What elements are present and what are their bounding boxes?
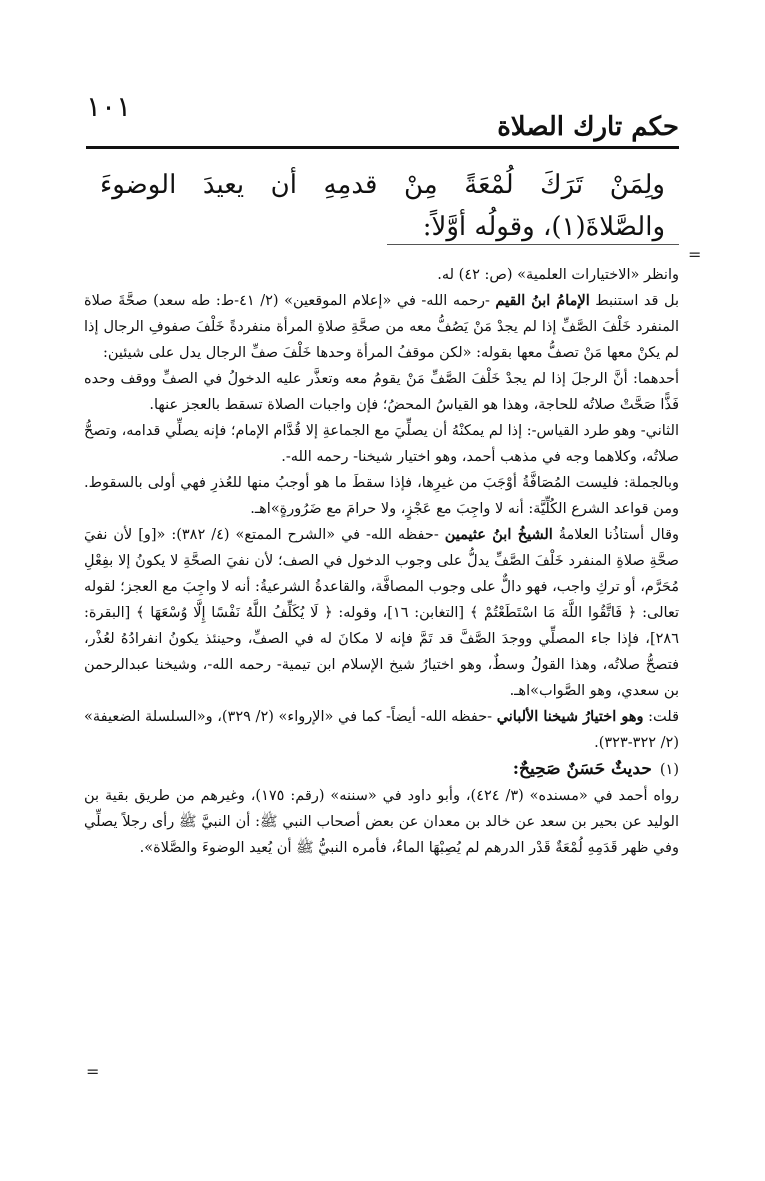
hadith-grade: حديثٌ حَسَنٌ صَحِيحٌ: [512,759,652,779]
fn-name-bold: وهو اختيارُ شيخنا الألباني [496,708,644,725]
footnote-1-text: رواه أحمد في «مسنده» (٣/ ٤٢٤)، وأبو داود في «سننه» (رقم: ١٧٥)، وغيرهم من طريق بقية بن الوليد عن بحير بن سعد عن خالد بن معدان عن بعض أصحاب النبي ﷺ: أن النبيَّ ﷺ رأى رجلاً يصلِّي وفي ظهر قَدَمِهِ لُمْعَةٌ قَدْر الدرهم لم يُصِبْهَا الماءُ، فأمره النبيُّ ﷺ أن يُعيد الوضوءَ والصَّلاة». [84,788,679,856]
footnote-paragraph-6 [84,522,679,704]
running-title: حكم تارك الصلاة [497,112,679,142]
fn-text: قلت: [643,709,680,725]
footnote-paragraph-7 [84,704,679,756]
header-rule [86,146,679,149]
fn-text: -حفظه الله- أيضاً- كما في «الإرواء» (٢/ ٣٢٩)، و«السلسلة الضعيفة» (٢/ ٣٢٢-٣٢٣). [84,709,679,751]
fn-text: -رحمه الله- في «إعلام الموقعين» (٢/ ٤١-ط: طه سعد) صحَّةَ صلاة المنفرد خَلْفَ الصَّفِّ إذا لم يجدْ مَنْ يَصُفُّ معه من صحَّةِ صلاةِ المرأة منفردةً خَلْفَ صفوفِ الرجال إذا لم يكنْ معها مَنْ تصفُّ معها بقوله: «لكن موقفُ المرأة وحدها خَلْفَ صفِّ الرجال يدل على شيئين: [84,293,679,361]
footnote-paragraph-3: أحدهما: أنَّ الرجلَ إذا لم يجدْ خَلْفَ الصَّفِّ مَنْ يقومُ معه وتعذَّر عليه الدخولُ في الصفِّ ووقف وحده فَذًّا صَحَّتْ صلاتُه للحاجة، وهذا هو القياسُ المحضُ؛ فإن واجبات الصلاة تسقط بالعجز عنها. [84,371,679,413]
fn-name-bold: الإمامُ ابنُ القيم [495,292,590,309]
footnote-1-heading [84,756,679,783]
footnote-separator [387,244,679,245]
fn-text: بل قد استنبط [589,293,679,309]
footnote-paragraph-4: الثاني- وهو طرد القياس-: إذا لم يمكنْهُ أن يصلِّيَ مع الجماعةِ إلا قُدَّام الإمام؛ فإنه يصلِّي قدامه، وتصحُّ صلاتُه، وكلاهما وجه في مذهب أحمد، وهو اختيار شيخنا- رحمه الله-. [84,423,679,465]
continuation-mark-top: = [688,245,702,264]
fn-name-bold: الشيخُ ابنُ عثيمين [444,526,553,543]
footnote-paragraph-5: وبالجملة: فليست المُصَافَّةُ أوْجَبَ من غيرِها، فإذا سقطَ ما هو أوجبُ منها للعُذرِ فهي أولى بالسقوط. ومن قواعد الشرع الكُلِّيَّة: أنه لا واجِبَ مع عَجْزٍ، ولا حرامَ مع ضَرُورةٍ»اهـ. [84,475,679,517]
continuation-mark-bottom: = [86,1062,100,1081]
footnote-1-label: (١) [659,762,679,778]
main-text: ولِمَنْ تَرَكَ لُمْعَةً مِنْ قدمِهِ أن يعيدَ الوضوءَ والصَّلاةَ(١)، وقولُه أوَّلاً: [100,170,665,242]
footnotes [84,262,679,861]
fn-text: وقال أستاذُنا العلامةُ [552,527,680,543]
footnote-paragraph-2 [84,288,679,366]
fn-text: -حفظه الله- في «الشرح الممتع» (٤/ ٣٨٢): «[و] لأن نفيَ صحَّةِ صلاةِ المنفرد خَلْفَ الصَّفِّ يدلُّ على وجوب الدخول في الصف؛ لأن نفيَ الصحَّةِ لا يكونُ إلا بفِعْلِ مُحَرَّم، أو تركِ واجب، فهو دالٌّ على وجوب المصافَّة، والقاعدةُ الشرعيةُ: أنه لا واجِبَ مع العجز؛ لقوله تعالى: ﴿ فَاتَّقُوا اللَّهَ مَا اسْتَطَعْتُمْ ﴾ [التغابن: ١٦]، وقوله: ﴿ لَا يُكَلِّفُ اللَّهُ نَفْسًا إِلَّا وُسْعَهَا ﴾ [البقرة: ٢٨٦]، فإذا جاء المصلِّي ووجدَ الصَّفَّ قد تَمَّ فإنه لا مكانَ له في الصفِّ، وحينئذ يكونُ انفرادُهُ لعُذْر، فتصحُّ صلاتُه، وهذا القولُ وسطٌ، وهو اختيارُ شيخ الإسلام ابن تيمية- رحمه الله-، وشيخنا عبدالرحمن بن سعدي، وهو الصَّواب»اهـ. [84,527,679,699]
footnote-paragraph-1: وانظر «الاختيارات العلمية» (ص: ٤٢) له. [437,267,679,283]
page-number: ١٠١ [86,90,132,123]
